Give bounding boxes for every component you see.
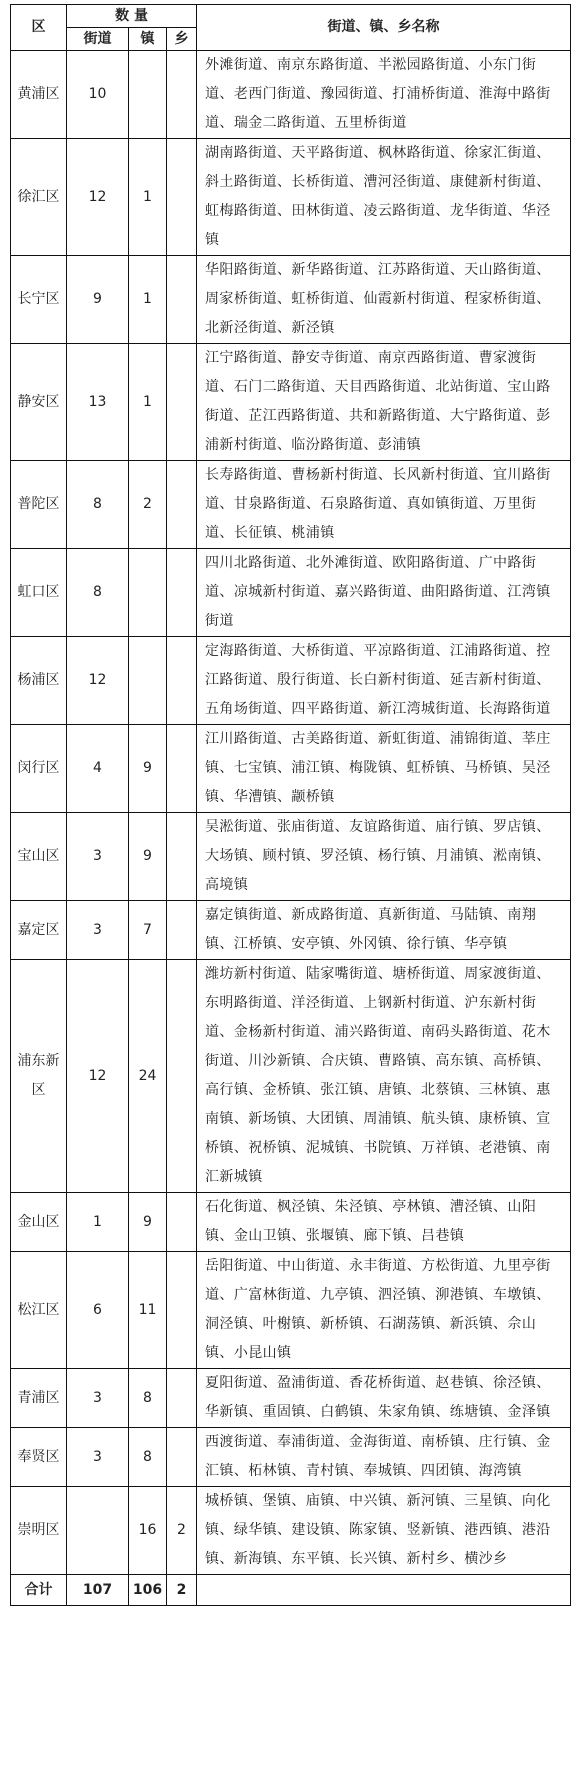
townships-count-cell bbox=[167, 549, 197, 637]
names-cell: 潍坊新村街道、陆家嘴街道、塘桥街道、周家渡街道、东明路街道、洋泾街道、上钢新村街道、沪东新村街道、金杨新村街道、浦兴路街道、南码头路街道、花木街道、川沙新镇、合庆镇、曹路镇、高东镇、高桥镇、高行镇、金桥镇、张江镇、唐镇、北蔡镇、三林镇、惠南镇、新场镇、大团镇、周浦镇、航头镇、康桥镇、宣桥镇、祝桥镇、泥城镇、书院镇、万祥镇、老港镇、南汇新城镇 bbox=[197, 960, 571, 1193]
header-quantity: 数 量 bbox=[67, 5, 197, 28]
towns-count-cell bbox=[129, 549, 167, 637]
streets-count-cell: 10 bbox=[67, 51, 129, 139]
district-cell: 宝山区 bbox=[11, 813, 67, 901]
townships-count-cell bbox=[167, 461, 197, 549]
table-body bbox=[11, 51, 571, 1575]
district-cell: 嘉定区 bbox=[11, 901, 67, 960]
towns-count-cell: 1 bbox=[129, 256, 167, 344]
streets-count-cell: 1 bbox=[67, 1193, 129, 1252]
townships-count-cell bbox=[167, 256, 197, 344]
towns-count-cell: 8 bbox=[129, 1428, 167, 1487]
header-row-top bbox=[11, 5, 571, 28]
table-row bbox=[11, 256, 571, 344]
total-streets: 107 bbox=[67, 1575, 129, 1606]
header-town: 镇 bbox=[129, 28, 167, 51]
names-cell: 湖南路街道、天平路街道、枫林路街道、徐家汇街道、斜土路街道、长桥街道、漕河泾街道、康健新村街道、虹梅路街道、田林街道、凌云路街道、龙华街道、华泾镇 bbox=[197, 139, 571, 256]
district-cell: 奉贤区 bbox=[11, 1428, 67, 1487]
streets-count-cell: 13 bbox=[67, 344, 129, 461]
table-row bbox=[11, 139, 571, 256]
townships-count-cell bbox=[167, 637, 197, 725]
header-township: 乡 bbox=[167, 28, 197, 51]
total-townships: 2 bbox=[167, 1575, 197, 1606]
towns-count-cell: 16 bbox=[129, 1487, 167, 1575]
table-row bbox=[11, 1428, 571, 1487]
townships-count-cell bbox=[167, 1252, 197, 1369]
total-names bbox=[197, 1575, 571, 1606]
streets-count-cell: 3 bbox=[67, 1428, 129, 1487]
district-cell: 徐汇区 bbox=[11, 139, 67, 256]
towns-count-cell: 24 bbox=[129, 960, 167, 1193]
streets-count-cell: 3 bbox=[67, 901, 129, 960]
total-towns: 106 bbox=[129, 1575, 167, 1606]
names-cell: 四川北路街道、北外滩街道、欧阳路街道、广中路街道、凉城新村街道、嘉兴路街道、曲阳路街道、江湾镇街道 bbox=[197, 549, 571, 637]
names-cell: 嘉定镇街道、新成路街道、真新街道、马陆镇、南翔镇、江桥镇、安亭镇、外冈镇、徐行镇、华亭镇 bbox=[197, 901, 571, 960]
towns-count-cell: 8 bbox=[129, 1369, 167, 1428]
district-cell: 松江区 bbox=[11, 1252, 67, 1369]
townships-count-cell bbox=[167, 1428, 197, 1487]
towns-count-cell: 9 bbox=[129, 725, 167, 813]
table-row bbox=[11, 637, 571, 725]
townships-count-cell bbox=[167, 813, 197, 901]
townships-count-cell bbox=[167, 139, 197, 256]
table-row bbox=[11, 51, 571, 139]
names-cell: 西渡街道、奉浦街道、金海街道、南桥镇、庄行镇、金汇镇、柘林镇、青村镇、奉城镇、四团镇、海湾镇 bbox=[197, 1428, 571, 1487]
names-cell: 石化街道、枫泾镇、朱泾镇、亭林镇、漕泾镇、山阳镇、金山卫镇、张堰镇、廊下镇、吕巷镇 bbox=[197, 1193, 571, 1252]
names-cell: 华阳路街道、新华路街道、江苏路街道、天山路街道、周家桥街道、虹桥街道、仙霞新村街道、程家桥街道、北新泾街道、新泾镇 bbox=[197, 256, 571, 344]
streets-count-cell: 4 bbox=[67, 725, 129, 813]
streets-count-cell: 12 bbox=[67, 637, 129, 725]
streets-count-cell: 8 bbox=[67, 549, 129, 637]
towns-count-cell: 1 bbox=[129, 139, 167, 256]
district-table-container bbox=[10, 4, 571, 1606]
streets-count-cell bbox=[67, 1487, 129, 1575]
towns-count-cell: 2 bbox=[129, 461, 167, 549]
table-row bbox=[11, 549, 571, 637]
district-cell: 青浦区 bbox=[11, 1369, 67, 1428]
table-row bbox=[11, 1369, 571, 1428]
district-cell: 金山区 bbox=[11, 1193, 67, 1252]
header-district: 区 bbox=[11, 5, 67, 51]
table-row bbox=[11, 901, 571, 960]
townships-count-cell bbox=[167, 1369, 197, 1428]
names-cell: 城桥镇、堡镇、庙镇、中兴镇、新河镇、三星镇、向化镇、绿华镇、建设镇、陈家镇、竖新镇、港西镇、港沿镇、新海镇、东平镇、长兴镇、新村乡、横沙乡 bbox=[197, 1487, 571, 1575]
townships-count-cell bbox=[167, 344, 197, 461]
streets-count-cell: 9 bbox=[67, 256, 129, 344]
district-cell: 崇明区 bbox=[11, 1487, 67, 1575]
district-cell: 静安区 bbox=[11, 344, 67, 461]
townships-count-cell bbox=[167, 960, 197, 1193]
table-row bbox=[11, 813, 571, 901]
names-cell: 岳阳街道、中山街道、永丰街道、方松街道、九里亭街道、广富林街道、九亭镇、泗泾镇、泖港镇、车墩镇、洞泾镇、叶榭镇、新桥镇、石湖荡镇、新浜镇、佘山镇、小昆山镇 bbox=[197, 1252, 571, 1369]
district-table bbox=[10, 4, 571, 1606]
table-row bbox=[11, 1193, 571, 1252]
townships-count-cell bbox=[167, 725, 197, 813]
names-cell: 长寿路街道、曹杨新村街道、长风新村街道、宜川路街道、甘泉路街道、石泉路街道、真如镇街道、万里街道、长征镇、桃浦镇 bbox=[197, 461, 571, 549]
names-cell: 吴淞街道、张庙街道、友谊路街道、庙行镇、罗店镇、大场镇、顾村镇、罗泾镇、杨行镇、月浦镇、淞南镇、高境镇 bbox=[197, 813, 571, 901]
townships-count-cell bbox=[167, 901, 197, 960]
table-row bbox=[11, 461, 571, 549]
total-row bbox=[11, 1575, 571, 1606]
streets-count-cell: 3 bbox=[67, 813, 129, 901]
names-cell: 定海路街道、大桥街道、平凉路街道、江浦路街道、控江路街道、殷行街道、长白新村街道、延吉新村街道、五角场街道、四平路街道、新江湾城街道、长海路街道 bbox=[197, 637, 571, 725]
district-cell: 长宁区 bbox=[11, 256, 67, 344]
streets-count-cell: 6 bbox=[67, 1252, 129, 1369]
header-names: 街道、镇、乡名称 bbox=[197, 5, 571, 51]
table-row bbox=[11, 1252, 571, 1369]
table-row bbox=[11, 725, 571, 813]
towns-count-cell: 9 bbox=[129, 1193, 167, 1252]
total-label: 合计 bbox=[11, 1575, 67, 1606]
district-cell: 闵行区 bbox=[11, 725, 67, 813]
towns-count-cell: 9 bbox=[129, 813, 167, 901]
towns-count-cell bbox=[129, 51, 167, 139]
townships-count-cell: 2 bbox=[167, 1487, 197, 1575]
district-cell: 浦东新区 bbox=[11, 960, 67, 1193]
district-cell: 普陀区 bbox=[11, 461, 67, 549]
table-row bbox=[11, 960, 571, 1193]
names-cell: 江川路街道、古美路街道、新虹街道、浦锦街道、莘庄镇、七宝镇、浦江镇、梅陇镇、虹桥镇、马桥镇、吴泾镇、华漕镇、颛桥镇 bbox=[197, 725, 571, 813]
header-street: 街道 bbox=[67, 28, 129, 51]
towns-count-cell bbox=[129, 637, 167, 725]
towns-count-cell: 7 bbox=[129, 901, 167, 960]
names-cell: 外滩街道、南京东路街道、半淞园路街道、小东门街道、老西门街道、豫园街道、打浦桥街道、淮海中路街道、瑞金二路街道、五里桥街道 bbox=[197, 51, 571, 139]
district-cell: 杨浦区 bbox=[11, 637, 67, 725]
towns-count-cell: 1 bbox=[129, 344, 167, 461]
townships-count-cell bbox=[167, 1193, 197, 1252]
district-cell: 黄浦区 bbox=[11, 51, 67, 139]
towns-count-cell: 11 bbox=[129, 1252, 167, 1369]
townships-count-cell bbox=[167, 51, 197, 139]
streets-count-cell: 12 bbox=[67, 960, 129, 1193]
district-cell: 虹口区 bbox=[11, 549, 67, 637]
streets-count-cell: 8 bbox=[67, 461, 129, 549]
table-row bbox=[11, 1487, 571, 1575]
names-cell: 夏阳街道、盈浦街道、香花桥街道、赵巷镇、徐泾镇、华新镇、重固镇、白鹤镇、朱家角镇、练塘镇、金泽镇 bbox=[197, 1369, 571, 1428]
names-cell: 江宁路街道、静安寺街道、南京西路街道、曹家渡街道、石门二路街道、天目西路街道、北站街道、宝山路街道、芷江西路街道、共和新路街道、大宁路街道、彭浦新村街道、临汾路街道、彭浦镇 bbox=[197, 344, 571, 461]
streets-count-cell: 3 bbox=[67, 1369, 129, 1428]
table-row bbox=[11, 344, 571, 461]
streets-count-cell: 12 bbox=[67, 139, 129, 256]
